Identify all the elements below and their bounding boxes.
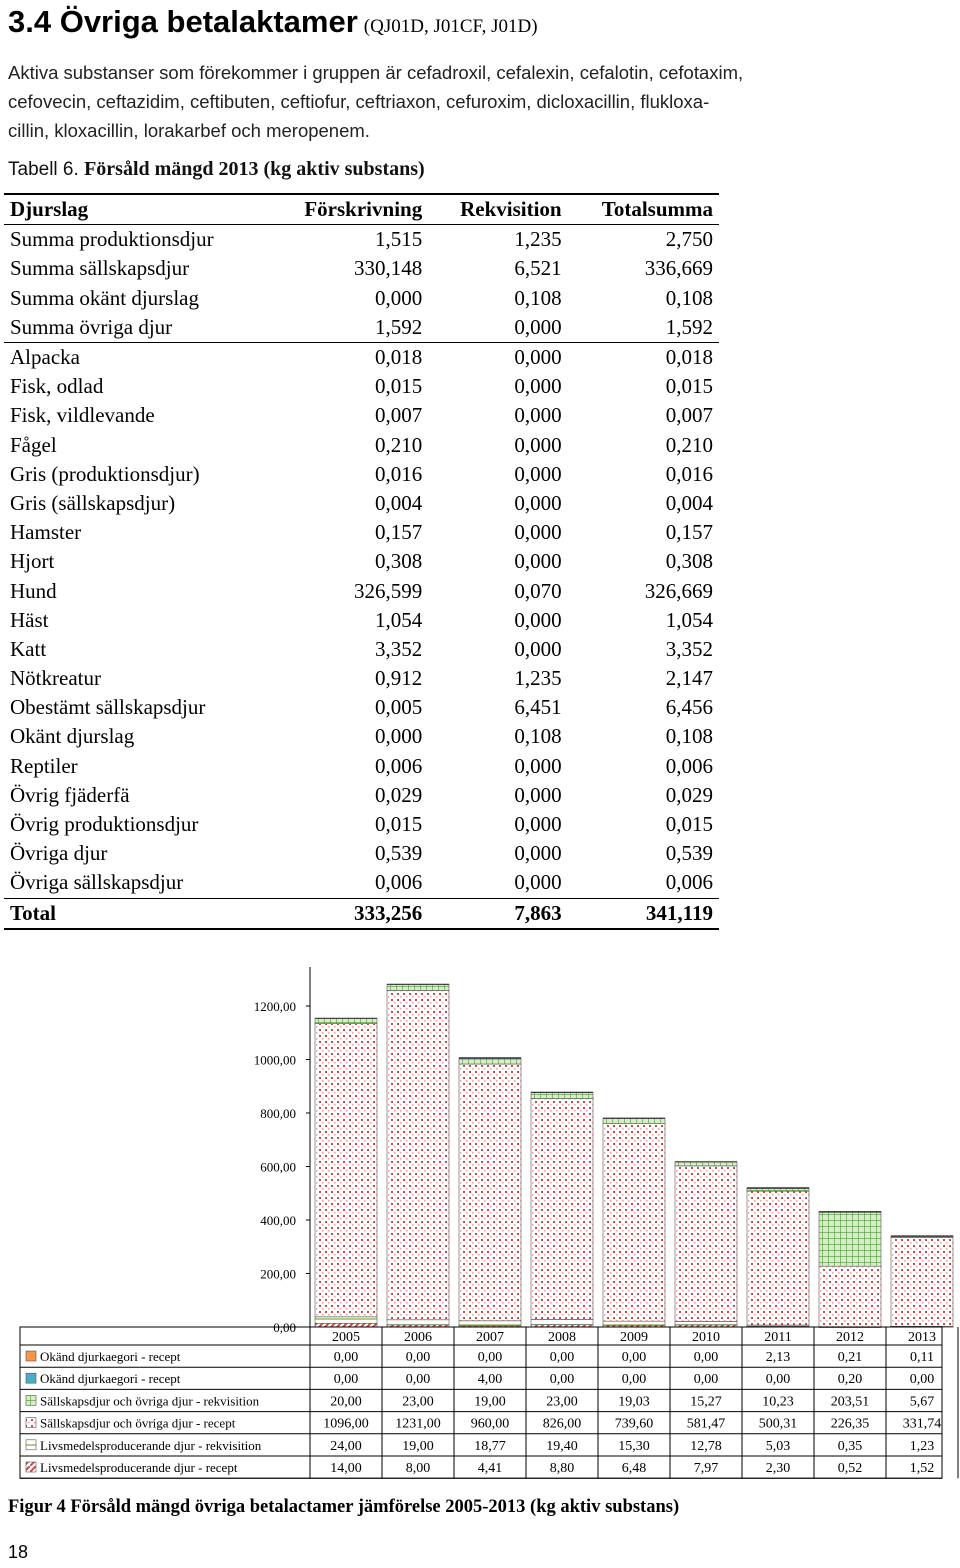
cell-value: 3,352 xyxy=(374,636,423,661)
cell-value: 0,004 xyxy=(374,490,423,515)
legend-label: Sällskapsdjur och övriga djur - rekvisition xyxy=(40,1393,260,1409)
bar-segment xyxy=(315,1024,377,1317)
cell-djurslag: Övrig produktionsdjur xyxy=(10,812,199,837)
cell-djurslag: Summa okänt djurslag xyxy=(10,285,199,310)
data-label: 20,00 xyxy=(330,1394,362,1410)
table-row xyxy=(4,401,719,430)
cell-value: 6,451 xyxy=(514,695,562,720)
table-row xyxy=(4,810,719,839)
data-label: 0,00 xyxy=(909,1372,935,1388)
cell-value: 0,108 xyxy=(665,285,713,310)
cell-value: 0,912 xyxy=(374,666,423,691)
data-label: 0,00 xyxy=(621,1350,647,1365)
data-label: 19,03 xyxy=(618,1394,650,1410)
data-label: 0,20 xyxy=(837,1372,863,1388)
cell-value: 336,669 xyxy=(644,256,713,281)
cell-value: 0,000 xyxy=(514,607,562,632)
data-label: 2,13 xyxy=(765,1350,791,1365)
cell-value: 0,016 xyxy=(665,461,713,486)
sales-table xyxy=(4,193,719,930)
figure-caption: Figur 4 Försåld mängd övriga betalactamer jämförelse 2005-2013 (kg aktiv substans) xyxy=(8,1497,680,1517)
cell-value: 3,352 xyxy=(665,636,713,661)
cell-djurslag: Gris (produktionsdjur) xyxy=(10,461,200,486)
cell-value: 2,147 xyxy=(665,666,713,691)
bar-segment xyxy=(387,990,449,1319)
section-heading xyxy=(8,4,538,40)
data-label: 19,00 xyxy=(474,1394,506,1410)
bar-segment xyxy=(531,1319,593,1324)
cell-value: 0,000 xyxy=(514,403,562,428)
cell-djurslag: Övriga djur xyxy=(10,841,108,866)
data-label: 0,00 xyxy=(765,1372,791,1388)
cell-value: 0,007 xyxy=(374,403,423,428)
legend-swatch xyxy=(26,1440,36,1450)
x-category-label: 2009 xyxy=(620,1330,648,1345)
cell-value: 0,005 xyxy=(374,695,423,720)
bar-segment xyxy=(531,1099,593,1320)
table-row xyxy=(4,868,719,898)
table-row xyxy=(4,460,719,489)
cell-value: 0,016 xyxy=(374,461,423,486)
col-header-totalsumma: Totalsumma xyxy=(568,194,719,225)
cell-value: 0,006 xyxy=(374,870,423,895)
cell-value: 326,599 xyxy=(353,578,423,603)
cell-djurslag: Nötkreatur xyxy=(10,666,101,691)
total-value: 341,119 xyxy=(568,898,719,929)
data-label: 739,60 xyxy=(614,1416,654,1432)
total-label: Total xyxy=(4,898,269,929)
data-label: 8,00 xyxy=(405,1461,431,1476)
bar-segment xyxy=(675,1162,737,1166)
data-label: 0,00 xyxy=(477,1350,503,1365)
table-row xyxy=(4,431,719,460)
table-row xyxy=(4,606,719,635)
data-label: 1096,00 xyxy=(323,1416,369,1432)
cell-djurslag: Summa övriga djur xyxy=(10,314,173,339)
cell-value: 0,000 xyxy=(514,549,562,574)
cell-value: 0,018 xyxy=(269,342,428,372)
legend-label: Livsmedelsproducerande djur - recept xyxy=(40,1460,238,1475)
bar-segment xyxy=(675,1166,737,1322)
x-category-label: 2006 xyxy=(404,1330,432,1345)
x-category-label: 2012 xyxy=(836,1330,864,1345)
table-row xyxy=(4,752,719,781)
cell-djurslag: Fisk, vildlevande xyxy=(10,403,155,428)
data-label: 15,27 xyxy=(690,1394,722,1410)
x-category-label: 2011 xyxy=(764,1330,792,1345)
legend-label: Okänd djurkaegori - recept xyxy=(40,1349,181,1364)
cell-djurslag: Fågel xyxy=(10,432,57,457)
y-tick-label: 400,00 xyxy=(260,1213,296,1228)
cell-value: 0,000 xyxy=(374,724,423,749)
table-row xyxy=(4,254,719,283)
legend-swatch xyxy=(26,1462,36,1472)
x-category-label: 2005 xyxy=(332,1330,360,1345)
cell-value: 1,592 xyxy=(665,314,713,339)
cell-value: 0,006 xyxy=(665,870,713,895)
total-value: 333,256 xyxy=(269,898,428,929)
table-row xyxy=(4,225,719,255)
y-tick-label: 800,00 xyxy=(260,1106,296,1121)
cell-djurslag: Övrig fjäderfä xyxy=(10,782,130,807)
cell-djurslag: Okänt djurslag xyxy=(10,724,135,749)
table-caption-label: Tabell 6. xyxy=(8,159,79,180)
cell-djurslag: Alpacka xyxy=(4,342,269,372)
cell-value: 0,108 xyxy=(665,724,713,749)
cell-djurslag: Summa sällskapsdjur xyxy=(10,256,190,281)
cell-value: 0,000 xyxy=(514,841,562,866)
data-label: 23,00 xyxy=(402,1394,434,1410)
table-caption xyxy=(8,158,425,181)
cell-value: 6,521 xyxy=(514,256,562,281)
data-label: 0,52 xyxy=(837,1461,863,1476)
cell-value: 0,015 xyxy=(665,812,713,837)
cell-value: 0,006 xyxy=(374,753,423,778)
x-category-label: 2008 xyxy=(548,1330,576,1345)
data-label: 0,35 xyxy=(837,1438,863,1454)
data-label: 8,80 xyxy=(549,1461,575,1476)
table-row xyxy=(4,664,719,693)
cell-value: 330,148 xyxy=(353,256,423,281)
data-label: 24,00 xyxy=(330,1438,362,1454)
data-label: 6,48 xyxy=(621,1461,647,1476)
y-tick-label: 1200,00 xyxy=(253,999,296,1014)
cell-value: 0,004 xyxy=(665,490,713,515)
data-label: 18,77 xyxy=(474,1438,506,1454)
cell-value: 326,669 xyxy=(644,578,713,603)
cell-value: 0,000 xyxy=(514,636,562,661)
col-header-djurslag: Djurslag xyxy=(4,194,269,225)
table-row xyxy=(4,693,719,722)
cell-value: 1,515 xyxy=(374,227,423,252)
cell-value: 0,210 xyxy=(374,432,423,457)
cell-djurslag: Fisk, odlad xyxy=(10,374,104,399)
cell-value: 0,000 xyxy=(514,461,562,486)
cell-djurslag: Katt xyxy=(10,636,47,661)
legend-swatch xyxy=(26,1351,36,1361)
x-category-label: 2007 xyxy=(476,1330,504,1345)
data-label: 0,00 xyxy=(621,1372,647,1388)
bar-segment xyxy=(459,1321,521,1326)
cell-value: 0,015 xyxy=(374,812,423,837)
bar-segment xyxy=(819,1266,881,1327)
bar-segment xyxy=(531,1092,593,1098)
data-label: 0,00 xyxy=(405,1372,431,1388)
legend-swatch xyxy=(26,1418,36,1428)
table-row xyxy=(4,839,719,868)
legend-label: Sällskapsdjur och övriga djur - recept xyxy=(40,1415,236,1431)
cell-value: 1,592 xyxy=(374,314,423,339)
cell-value: 0,539 xyxy=(374,841,423,866)
data-label: 4,41 xyxy=(477,1461,503,1476)
col-header-rekvisition: Rekvisition xyxy=(428,194,567,225)
bar-segment xyxy=(459,1059,521,1064)
cell-value: 1,054 xyxy=(374,607,423,632)
bar-chart xyxy=(0,962,960,1487)
y-tick-label: 1000,00 xyxy=(253,1052,296,1068)
cell-value: 0,000 xyxy=(514,490,562,515)
cell-value: 0,015 xyxy=(374,374,423,399)
cell-value: 0,029 xyxy=(374,782,423,807)
cell-value: 0,000 xyxy=(514,432,562,457)
legend-label: Okänd djurkaegori - recept xyxy=(40,1371,181,1387)
legend-swatch xyxy=(26,1395,36,1405)
page-number: 18 xyxy=(8,1542,29,1562)
cell-value: 0,157 xyxy=(665,520,713,545)
data-label: 1,23 xyxy=(909,1438,935,1454)
data-label: 5,67 xyxy=(909,1394,935,1410)
table-row xyxy=(4,635,719,664)
bar-segment xyxy=(603,1123,665,1321)
data-label: 12,78 xyxy=(690,1438,722,1454)
data-label: 0,00 xyxy=(405,1350,431,1365)
bar-segment xyxy=(315,1323,377,1327)
y-tick-label: 200,00 xyxy=(260,1266,296,1282)
cell-value: 0,070 xyxy=(514,578,562,603)
cell-value: 0,000 xyxy=(514,314,562,339)
cell-value: 2,750 xyxy=(665,227,713,252)
data-label: 0,11 xyxy=(910,1350,934,1365)
cell-value: 0,157 xyxy=(374,520,423,545)
cell-value: 0,015 xyxy=(665,374,713,399)
data-label: 1231,00 xyxy=(395,1416,441,1432)
bar-segment xyxy=(819,1212,881,1266)
cell-value: 0,308 xyxy=(374,549,423,574)
data-label: 0,21 xyxy=(837,1350,863,1365)
cell-value: 0,000 xyxy=(514,753,562,778)
bar-segment xyxy=(315,1018,377,1023)
cell-value: 0,000 xyxy=(514,520,562,545)
bar-segment xyxy=(603,1321,665,1325)
data-label: 331,74 xyxy=(902,1416,942,1432)
data-label: 0,00 xyxy=(333,1350,359,1365)
cell-djurslag: Obestämt sällskapsdjur xyxy=(10,695,206,720)
table-row xyxy=(4,547,719,576)
x-category-label: 2013 xyxy=(908,1330,936,1345)
data-label: 203,51 xyxy=(830,1394,870,1410)
cell-djurslag: Övriga sällskapsdjur xyxy=(10,870,184,895)
cell-value: 0,000 xyxy=(428,342,567,372)
data-label: 19,00 xyxy=(402,1438,434,1454)
cell-djurslag: Hund xyxy=(10,578,57,603)
intro-line: cefovecin, ceftazidim, ceftibuten, ceftiofur, ceftriaxon, cefuroxim, dicloxacillin, flukloxa- xyxy=(8,91,710,112)
data-label: 500,31 xyxy=(758,1416,798,1432)
legend-label: Livsmedelsproducerande djur - rekvisition xyxy=(40,1437,262,1453)
data-label: 0,00 xyxy=(693,1372,719,1388)
table-row xyxy=(4,518,719,547)
total-value: 7,863 xyxy=(428,898,567,929)
cell-value: 0,000 xyxy=(514,374,562,399)
bar-segment xyxy=(387,984,449,990)
atc-codes: (QJ01D, J01CF, J01D) xyxy=(363,16,538,37)
bar-segment xyxy=(891,1238,953,1327)
data-label: 826,00 xyxy=(542,1416,582,1432)
y-tick-label: 0,00 xyxy=(273,1320,296,1335)
cell-value: 0,539 xyxy=(665,841,713,866)
bar-segment xyxy=(675,1321,737,1324)
data-label: 0,00 xyxy=(333,1372,359,1388)
table-row xyxy=(4,372,719,401)
cell-value: 0,108 xyxy=(514,724,562,749)
cell-value: 0,006 xyxy=(665,753,713,778)
cell-value: 0,000 xyxy=(374,285,423,310)
legend-swatch xyxy=(26,1373,36,1383)
col-header-forskrivning: Förskrivning xyxy=(269,194,428,225)
cell-djurslag: Hjort xyxy=(10,549,55,574)
data-label: 2,30 xyxy=(765,1461,791,1476)
data-label: 4,00 xyxy=(477,1372,503,1388)
table-total-row xyxy=(4,898,719,929)
bar-segment xyxy=(603,1118,665,1123)
cell-value: 0,000 xyxy=(514,782,562,807)
data-label: 10,23 xyxy=(762,1394,794,1410)
y-tick-label: 600,00 xyxy=(260,1159,296,1175)
cell-value: 0,108 xyxy=(514,285,562,310)
cell-value: 1,235 xyxy=(514,227,562,252)
intro-paragraph xyxy=(8,58,956,145)
cell-value: 0,210 xyxy=(665,432,713,457)
cell-value: 0,000 xyxy=(514,870,562,895)
cell-value: 0,007 xyxy=(665,403,713,428)
table-body xyxy=(4,225,719,929)
intro-line: cillin, kloxacillin, lorakarbef och meropenem. xyxy=(8,120,370,141)
data-label: 1,52 xyxy=(909,1461,935,1476)
cell-value: 0,000 xyxy=(514,812,562,837)
table-row xyxy=(4,576,719,605)
cell-value: 0,018 xyxy=(568,342,719,372)
cell-value: 1,235 xyxy=(514,666,562,691)
data-label: 5,03 xyxy=(765,1438,791,1454)
table-caption-text: Försåld mängd 2013 (kg aktiv substans) xyxy=(84,158,425,180)
cell-djurslag: Hamster xyxy=(10,520,82,545)
cell-value: 0,308 xyxy=(665,549,713,574)
bar-segment xyxy=(315,1317,377,1323)
data-label: 960,00 xyxy=(470,1416,510,1432)
data-label: 15,30 xyxy=(618,1438,650,1454)
cell-djurslag: Summa produktionsdjur xyxy=(10,227,214,252)
table-header-row xyxy=(4,194,719,225)
table-row xyxy=(4,342,719,372)
bar-segment xyxy=(747,1188,809,1191)
table-row xyxy=(4,284,719,313)
data-label: 14,00 xyxy=(330,1461,362,1476)
data-label: 19,40 xyxy=(546,1438,578,1454)
cell-djurslag: Reptiler xyxy=(10,753,78,778)
section-title: 3.4 Övriga betalaktamer xyxy=(8,4,358,39)
intro-line: Aktiva substanser som förekommer i gruppen är cefadroxil, cefalexin, cefalotin, cefotaxim, xyxy=(8,62,744,83)
cell-djurslag: Häst xyxy=(10,607,49,632)
data-label: 226,35 xyxy=(830,1416,870,1432)
bar-segment xyxy=(459,1064,521,1321)
cell-value: 0,029 xyxy=(665,782,713,807)
table-row xyxy=(4,722,719,751)
data-label: 0,00 xyxy=(549,1350,575,1365)
bar-segment xyxy=(387,1320,449,1325)
data-label: 7,97 xyxy=(693,1461,719,1476)
cell-value: 1,054 xyxy=(665,607,713,632)
cell-djurslag: Gris (sällskapsdjur) xyxy=(10,490,176,515)
table-row xyxy=(4,781,719,810)
table-row xyxy=(4,313,719,343)
table-row xyxy=(4,489,719,518)
data-label: 23,00 xyxy=(546,1394,578,1410)
bar-segment xyxy=(747,1191,809,1325)
data-label: 0,00 xyxy=(549,1372,575,1388)
cell-value: 6,456 xyxy=(665,695,713,720)
data-label: 581,47 xyxy=(686,1416,726,1432)
x-category-label: 2010 xyxy=(692,1330,720,1345)
data-label: 0,00 xyxy=(693,1350,719,1365)
